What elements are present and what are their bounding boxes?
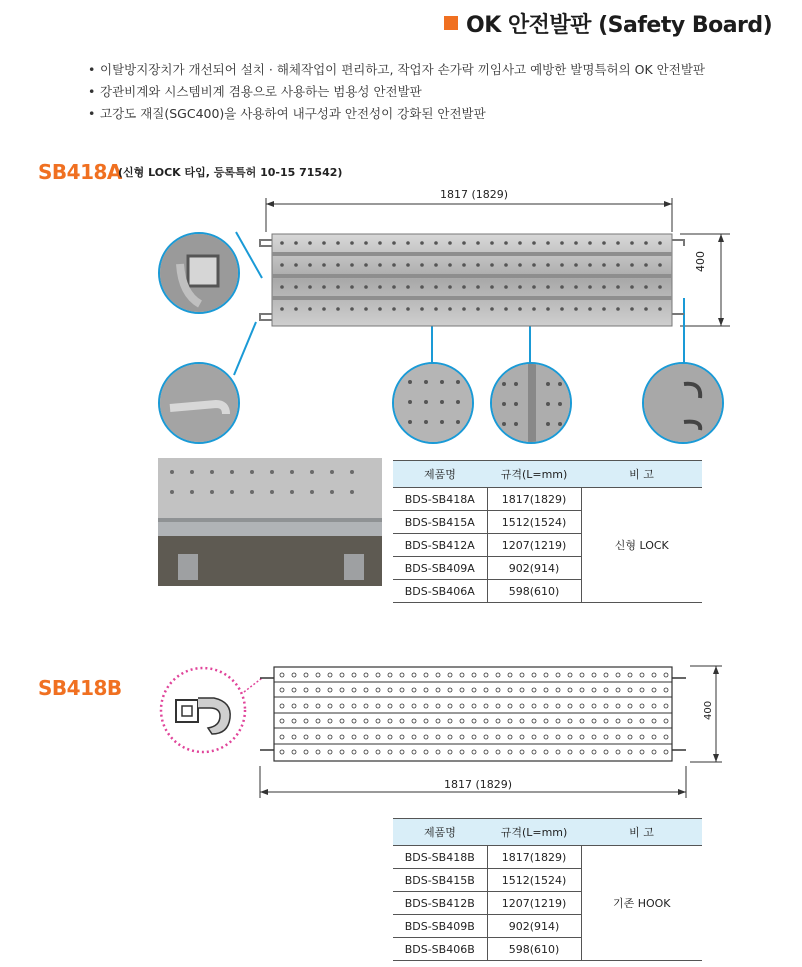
- product-size: 902(914): [487, 915, 581, 938]
- table-header-row: [393, 461, 702, 488]
- product-remark: 신형 LOCK: [581, 488, 702, 603]
- product-name: BDS-SB412A: [393, 534, 487, 557]
- model-title-b: SB418B: [38, 676, 122, 700]
- col-size: 규격(L=mm): [487, 461, 581, 488]
- board-b-illustration: [260, 666, 686, 762]
- product-name: BDS-SB406B: [393, 938, 487, 961]
- table-header-row: [393, 819, 702, 846]
- product-name: BDS-SB406A: [393, 580, 487, 603]
- product-name: BDS-SB412B: [393, 892, 487, 915]
- board-a-illustration: [258, 230, 686, 330]
- product-size: 1817(1829): [487, 488, 581, 511]
- feature-item: • 고강도 재질(SGC400)을 사용하여 내구성과 안전성이 강화된 안전발판: [88, 106, 486, 121]
- surface-detail-illustration: [394, 364, 472, 442]
- table-row: [393, 846, 702, 869]
- height-dimension-a: 400: [694, 251, 707, 272]
- height-dimension-b: 400: [703, 700, 714, 720]
- feature-item: • 강관비계와 시스템비계 겸용으로 사용하는 범용성 안전발판: [88, 84, 422, 99]
- detail-rib-image: [490, 362, 572, 444]
- feature-item: • 이탈방지장치가 개선되어 설치 · 해체작업이 편리하고, 작업자 손가락 끼임사고 예방한 발명특허의 OK 안전발판: [88, 62, 705, 77]
- product-size: 1207(1219): [487, 534, 581, 557]
- detail-lock-top-image: [158, 232, 240, 314]
- product-remark: 기존 HOOK: [581, 846, 702, 961]
- product-name: BDS-SB418A: [393, 488, 487, 511]
- page-title: OK 안전발판 (Safety Board): [466, 13, 773, 38]
- product-size: 1512(1524): [487, 511, 581, 534]
- installed-board-photo: [158, 458, 382, 586]
- rib-detail-illustration: [492, 364, 570, 442]
- lock-detail-illustration: [160, 234, 238, 312]
- col-remark: 비 고: [581, 819, 702, 846]
- end-hook-detail-illustration: [644, 364, 722, 442]
- product-size: 902(914): [487, 557, 581, 580]
- length-dimension-b: 1817 (1829): [444, 778, 513, 791]
- product-size: 1207(1219): [487, 892, 581, 915]
- product-size: 598(610): [487, 580, 581, 603]
- length-dimension-a: 1817 (1829): [440, 188, 509, 201]
- spec-table-a: [393, 460, 702, 603]
- spec-table-b: [393, 818, 702, 961]
- model-title-a: SB418A: [38, 160, 122, 184]
- table-row: [393, 488, 702, 511]
- model-note-a: (신형 LOCK 타입, 등록특허 10-15 71542): [118, 166, 343, 179]
- col-remark: 비 고: [581, 461, 702, 488]
- hook-callout-illustration: [162, 668, 244, 752]
- safety-board-a-image: [258, 230, 686, 330]
- product-name: BDS-SB409B: [393, 915, 487, 938]
- installed-board-illustration: [158, 458, 382, 586]
- product-name: BDS-SB415A: [393, 511, 487, 534]
- product-size: 598(610): [487, 938, 581, 961]
- product-size: 1817(1829): [487, 846, 581, 869]
- detail-end-hook-image: [642, 362, 724, 444]
- hook-detail-illustration: [160, 364, 238, 442]
- product-name: BDS-SB409A: [393, 557, 487, 580]
- col-product-name: 제품명: [393, 461, 487, 488]
- safety-board-b-drawing: [260, 666, 686, 762]
- col-size: 규격(L=mm): [487, 819, 581, 846]
- product-name: BDS-SB415B: [393, 869, 487, 892]
- product-size: 1512(1524): [487, 869, 581, 892]
- detail-surface-image: [392, 362, 474, 444]
- product-name: BDS-SB418B: [393, 846, 487, 869]
- hook-callout-detail: [162, 668, 244, 752]
- detail-hook-bottom-image: [158, 362, 240, 444]
- col-product-name: 제품명: [393, 819, 487, 846]
